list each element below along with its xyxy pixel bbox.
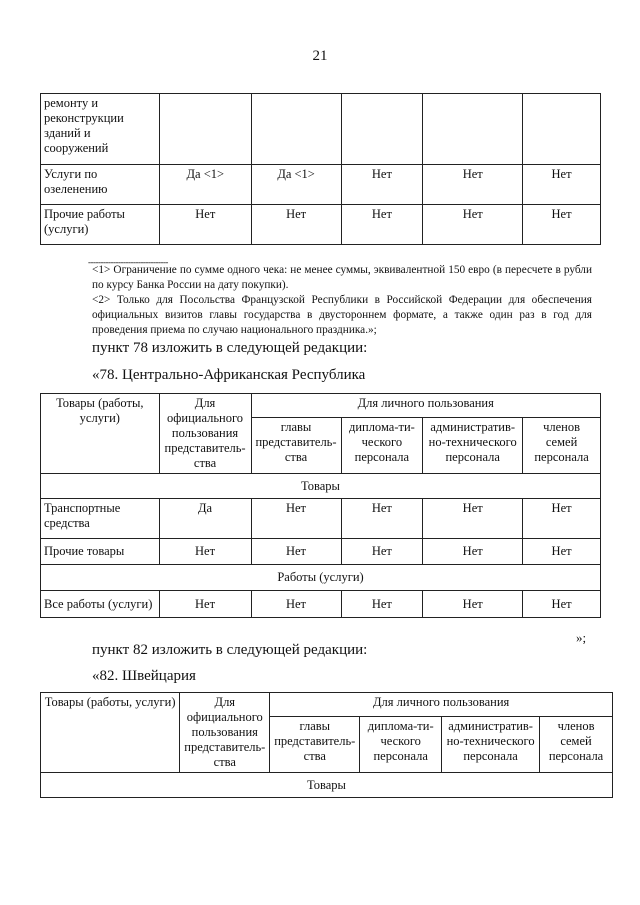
table-row [41,591,601,618]
section-goods: Товары [41,773,613,798]
cell: Нет [341,539,423,565]
cell: Нет [341,591,423,618]
header-diplomatic: диплома-ти-ческого персонала [341,418,423,474]
cell: Нет [251,205,341,245]
cell: Да [159,499,251,539]
header-diplomatic: диплома-ти-ческого персонала [360,717,442,773]
cell [341,94,423,165]
cell: Нет [523,591,601,618]
closing-quote: »; [576,630,587,645]
row-label: Транспортные средства [41,499,160,539]
cell: Нет [523,499,601,539]
header-official: Для официального пользования представитель-ства [159,394,251,474]
cell: Нет [523,165,601,205]
cell: Нет [423,499,523,539]
header-goods: Товары (работы, услуги) [41,394,160,474]
cell: Нет [423,591,523,618]
header-goods: Товары (работы, услуги) [41,693,180,773]
cell: Нет [159,591,251,618]
header-head: главы представитель-ства [270,717,360,773]
section-works: Работы (услуги) [41,565,601,591]
cell [251,94,341,165]
row-label: Услуги по озеленению [41,165,160,205]
page-number: 21 [312,48,328,64]
header-admin: административ-но-технического персонала [423,418,523,474]
cell: Нет [251,539,341,565]
row-label: Все работы (услуги) [41,591,160,618]
cell: Нет [423,539,523,565]
header-official: Для официального пользования представитель-ства [180,693,270,773]
table-row [41,94,601,165]
heading-78: «78. Центрально-Африканская Республика [92,367,366,383]
header-family: членов семей персонала [540,717,613,773]
cell: Нет [341,205,423,245]
header-family: членов семей персонала [523,418,601,474]
paragraph-78: пункт 78 изложить в следующей редакции: [92,340,368,356]
footnote-separator: -------------------------------- [88,257,168,267]
header-personal: Для личного пользования [270,693,613,717]
cell: Нет [523,205,601,245]
cell: Да <1> [251,165,341,205]
header-admin: административ-но-технического персонала [442,717,540,773]
cell: Нет [251,591,341,618]
table-row [41,539,601,565]
table-car [40,393,601,618]
footnote-2: <2> Только для Посольства Французской Республики в Российской Федерации для обеспечения официальных визитов главы государства в двустороннем формате, а также один раз в год для проведения приема по случаю национального праздника.»; [92,294,592,336]
row-label: ремонту и реконструкции зданий и сооружений [41,94,160,165]
paragraph-82: пункт 82 изложить в следующей редакции: [92,642,368,658]
table-row [41,165,601,205]
table-che [40,692,613,798]
cell: Нет [523,539,601,565]
table-row [41,499,601,539]
table-continued [40,93,601,245]
heading-82: «82. Швейцария [92,668,196,684]
cell [159,94,251,165]
cell: Нет [423,205,523,245]
cell [523,94,601,165]
cell [423,94,523,165]
section-goods: Товары [41,474,601,499]
table-row [41,205,601,245]
header-head: главы представитель-ства [251,418,341,474]
cell: Нет [341,499,423,539]
row-label: Прочие работы (услуги) [41,205,160,245]
cell: Нет [159,539,251,565]
cell: Нет [251,499,341,539]
cell: Нет [341,165,423,205]
header-personal: Для личного пользования [251,394,600,418]
footnote-1: <1> Ограничение по сумме одного чека: не менее суммы, эквивалентной 150 евро (в пересчете в рубли по курсу Банка России на дату покупки). [92,264,592,291]
cell: Нет [423,165,523,205]
cell: Да <1> [159,165,251,205]
cell: Нет [159,205,251,245]
row-label: Прочие товары [41,539,160,565]
